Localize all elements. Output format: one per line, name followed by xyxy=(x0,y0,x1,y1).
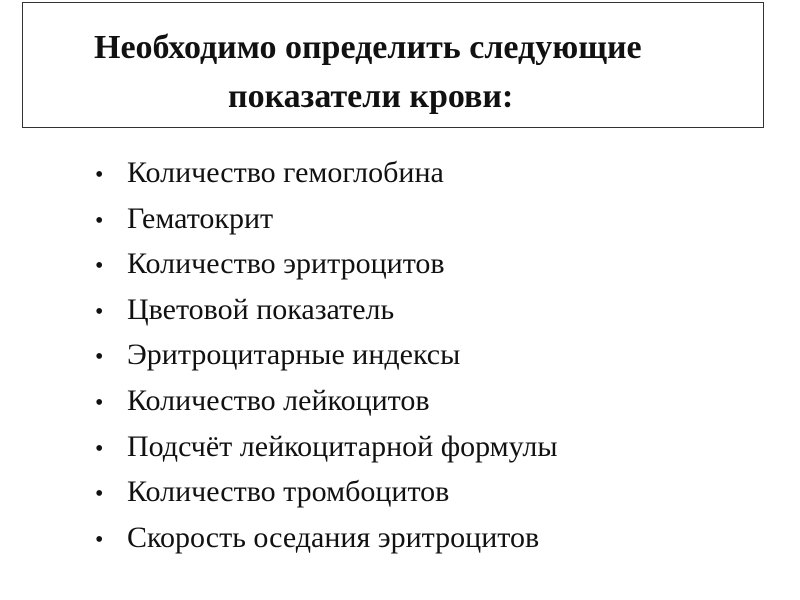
list-item xyxy=(95,332,557,378)
list-item-label: Скорость оседания эритроцитов xyxy=(127,520,540,554)
bullet-icon: • xyxy=(95,207,104,234)
list-item-label: Количество эритроцитов xyxy=(127,247,445,281)
list-item xyxy=(95,287,557,333)
list-item-label: Количество гемоглобина xyxy=(127,156,444,189)
list-item-label: Подсчёт лейкоцитарной формулы xyxy=(127,429,558,463)
slide-title-line-1: Необходимо определить следующие xyxy=(94,29,642,66)
title-box xyxy=(22,2,764,128)
bullet-icon: • xyxy=(95,435,104,462)
slide-title-line-2: показатели крови: xyxy=(228,78,514,115)
list-item xyxy=(95,469,557,515)
blood-indicators-list xyxy=(95,150,557,560)
bullet-icon: • xyxy=(95,481,104,508)
list-item-label: Эритроцитарные индексы xyxy=(127,338,461,372)
list-item-label: Цветовой показатель xyxy=(127,292,395,326)
list-item-label: Количество лейкоцитов xyxy=(127,383,430,417)
bullet-icon: • xyxy=(95,389,104,416)
list-item-label: Количество тромбоцитов xyxy=(127,475,450,509)
bullet-icon: • xyxy=(95,253,104,280)
list-item xyxy=(95,515,557,561)
list-item xyxy=(95,150,557,196)
list-item xyxy=(95,241,557,287)
list-item xyxy=(95,378,557,424)
bullet-icon: • xyxy=(95,344,104,371)
bullet-icon: • xyxy=(95,162,104,188)
list-item xyxy=(95,196,557,242)
list-item-label: Гематокрит xyxy=(127,201,274,235)
bullet-icon: • xyxy=(95,298,104,325)
bullet-icon: • xyxy=(95,526,104,553)
list-item xyxy=(95,424,557,470)
